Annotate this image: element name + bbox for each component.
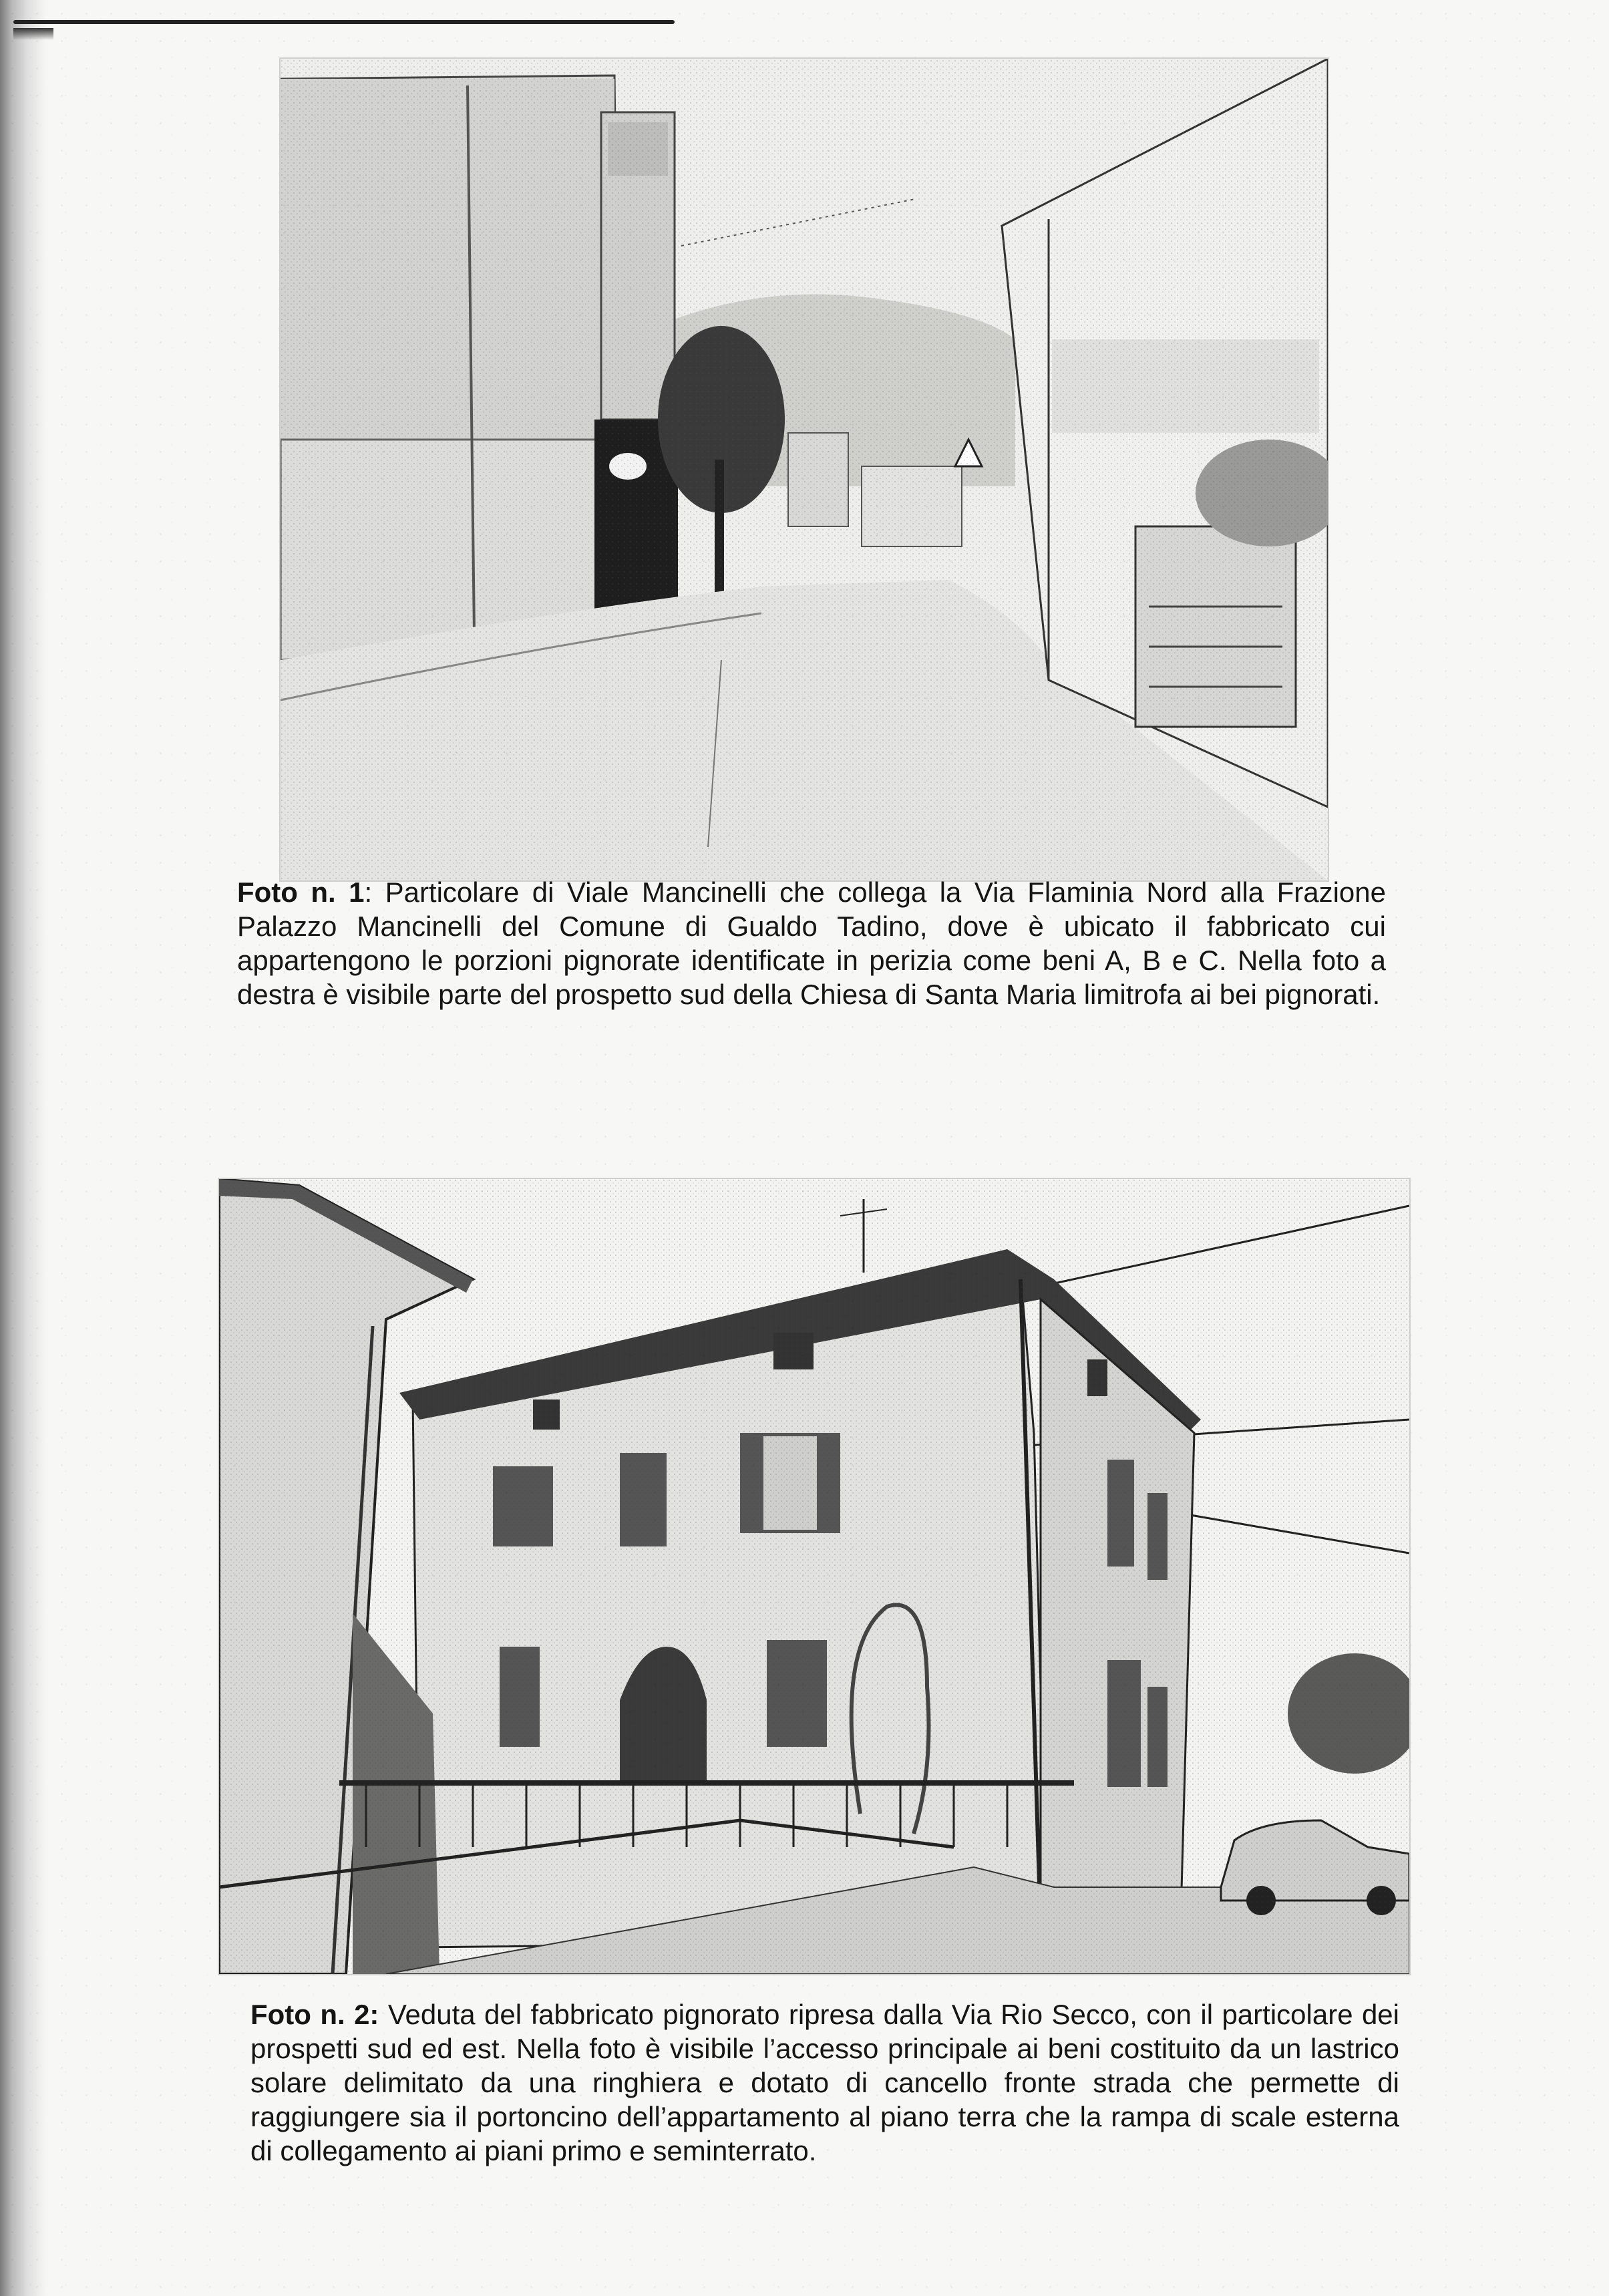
photo-2-caption <box>250 1997 1399 2168</box>
photo-1-caption-text: : Particolare di Viale Mancinelli che collega la Via Flaminia Nord alla Frazione Palazzo Mancinelli del Comune di Gualdo Tadino, dove è ubicato il fabbricato cui appartengono le porzioni pignorate identificate in perizia come beni A, B e C. Nella foto a destra è visibile parte del prospetto sud della Chiesa di Santa Maria limitrofa ai bei pignorati. <box>237 876 1386 1010</box>
photo-2-caption-text: Veduta del fabbricato pignorato ripresa dalla Via Rio Secco, con il particolare dei prospetti sud ed est. Nella foto è visibile l’accesso principale ai beni costituito da un lastrico solare delimitato da una ringhiera e dotato di cancello fronte strada che permette di raggiungere sia il portoncino dell’appartamento al piano terra che la rampa di scale esterna di collegamento ai piani primo e seminterrato. <box>250 1999 1399 2166</box>
photo-street-view <box>281 59 1328 880</box>
photo-house-view <box>219 1179 1409 1974</box>
scan-top-rule <box>13 20 675 24</box>
scan-binding-edge <box>0 0 47 2296</box>
photo-1-caption-lead: Foto n. 1 <box>237 876 365 908</box>
photo-2-caption-lead: Foto n. 2: <box>250 1999 379 2030</box>
scan-top-shadow <box>13 28 53 40</box>
street-view-image <box>281 59 1328 880</box>
house-view-image <box>219 1179 1409 1974</box>
photo-1-caption <box>237 875 1386 1011</box>
